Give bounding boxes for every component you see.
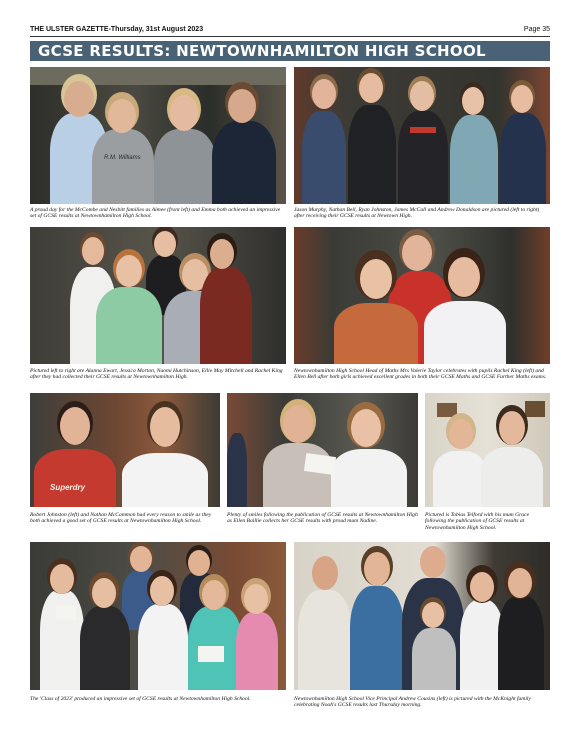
photo-mcknight-family xyxy=(294,542,550,690)
photo-maths-teacher xyxy=(294,227,550,364)
issue-date: -Thursday, 31st August 2023 xyxy=(108,26,204,33)
caption-photo-2: Jason Murphy, Nathan Bell, Ryan Johnston, James McCall and Andrew Donaldson are pictured (left to right) after receiving their GCSE results at Newtown High. xyxy=(294,207,540,220)
photo-five-girls xyxy=(30,227,286,364)
caption-photo-4: Newtownhamilton High School Head of Maths Mrs Valerie Taylor celebrates with pupils Rachel King (left) and Ellen Bell after both girls achieved excellent grades in both their GCSE Maths and GCSE Further Maths exams. xyxy=(294,368,547,381)
header-rule xyxy=(30,36,550,37)
photo-ellen-baillie xyxy=(227,393,418,507)
caption-photo-9: Newtownhamilton High School Vice Principal Andrew Cousins (left) is pictured with the McKnight family celebrating Noah's GCSE results last Thursday morning. xyxy=(294,696,531,709)
sweatshirt-print: R.M. Williams xyxy=(104,155,141,161)
page-header xyxy=(30,24,550,36)
caption-photo-3: Pictured left to right are Alanna Ewart, Jessica Morton, Naomi Hutchinson, Ellie May Mitchell and Rachel King after they had collected their GCSE results at Newtownhamilton High. xyxy=(30,368,283,381)
photo-five-boys xyxy=(294,67,550,204)
caption-photo-1: A proud day for the McCombe and Nesbitt families as Aimee (front left) and Emma both achieved an impressive set of GCSE results at Newtownhamilton High School. xyxy=(30,207,281,220)
newspaper-name: THE ULSTER GAZETTE xyxy=(30,26,109,33)
hoodie-print: Superdry xyxy=(50,483,86,492)
photo-mccombe-nesbitt xyxy=(30,67,286,204)
caption-photo-8: The 'Class of 2023' produced an impressive set of GCSE results at Newtownhamilton High School. xyxy=(30,696,251,702)
photo-robert-nathan xyxy=(30,393,220,507)
caption-photo-6: Plenty of smiles following the publication of GCSE results at Newtownhamilton High as Ellen Baillie collects her GCSE results with proud mum Nadine. xyxy=(227,512,418,525)
photo-class-of-2023 xyxy=(30,542,286,690)
section-banner: GCSE RESULTS: NEWTOWNHAMILTON HIGH SCHOOL xyxy=(30,41,550,61)
photo-tobias-telford xyxy=(425,393,550,507)
caption-photo-5: Robert Johnston (left) and Nathan McCammon had every reason to smile as they both achieved a good set of GCSE results at Newtownhamilton High School. xyxy=(30,512,212,525)
page-number: Page 35 xyxy=(523,26,550,33)
caption-photo-7: Pictured is Tobias Telford with his mum Grace following the publication of GCSE results at Newtownhamilton High School. xyxy=(425,512,530,531)
